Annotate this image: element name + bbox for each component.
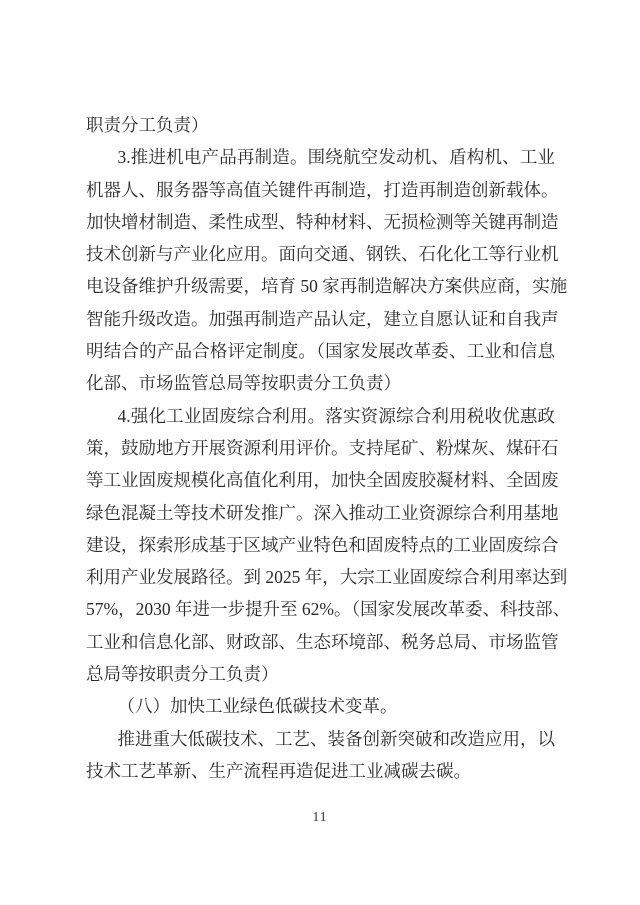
text-line: 电设备维护升级需要，培育 50 家再制造解决方案供应商，实施 xyxy=(86,276,568,297)
text-line: 绿色混凝土等技术研发推广。深入推动工业资源综合利用基地 xyxy=(86,502,559,523)
text-line: 工业和信息化部、财政部、生态环境部、税务总局、市场监管 xyxy=(86,631,559,652)
text-line: 智能升级改造。加强再制造产品认定，建立自愿认证和自我声 xyxy=(86,308,559,329)
text-line: 技术工艺革新、生产流程再造促进工业减碳去碳。 xyxy=(86,760,471,781)
text-line: 推进重大低碳技术、工艺、装备创新突破和改造应用，以 xyxy=(117,728,555,749)
text-line: 建设，探索形成基于区域产业特色和固废特点的工业固废综合 xyxy=(86,534,559,555)
text-line: 明结合的产品合格评定制度。（国家发展改革委、工业和信息 xyxy=(86,341,555,362)
text-line: 3.推进机电产品再制造。围绕航空发动机、盾构机、工业 xyxy=(117,147,555,168)
text-line: 机器人、服务器等高值关键件再制造，打造再制造创新载体。 xyxy=(86,179,559,200)
text-line: 策，鼓励地方开展资源利用评价。支持尾矿、粉煤灰、煤矸石 xyxy=(86,437,559,458)
text-line: 职责分工负责） xyxy=(86,115,209,135)
text-line: 技术创新与产业化应用。面向交通、钢铁、石化化工等行业机 xyxy=(86,244,559,265)
text-line: 利用产业发展路径。到 2025 年，大宗工业固废综合利用率达到 xyxy=(86,567,568,588)
text-line: 4.强化工业固废综合利用。落实资源综合利用税收优惠政 xyxy=(117,405,555,426)
document-body xyxy=(86,109,571,787)
page-number: 11 xyxy=(312,809,328,824)
text-line: 加快增材制造、柔性成型、特种材料、无损检测等关键再制造 xyxy=(86,211,559,232)
text-line: 等工业固废规模化高值化利用，加快全固废胶凝材料、全固废 xyxy=(86,470,559,491)
section-heading: （八）加快工业绿色低碳技术变革。 xyxy=(117,696,398,717)
text-line: 57%，2030 年进一步提升至 62%。（国家发展改革委、科技部、 xyxy=(86,599,571,620)
text-line: 化部、市场监管总局等按职责分工负责） xyxy=(86,373,401,394)
text-line: 总局等按职责分工负责） xyxy=(86,664,279,685)
